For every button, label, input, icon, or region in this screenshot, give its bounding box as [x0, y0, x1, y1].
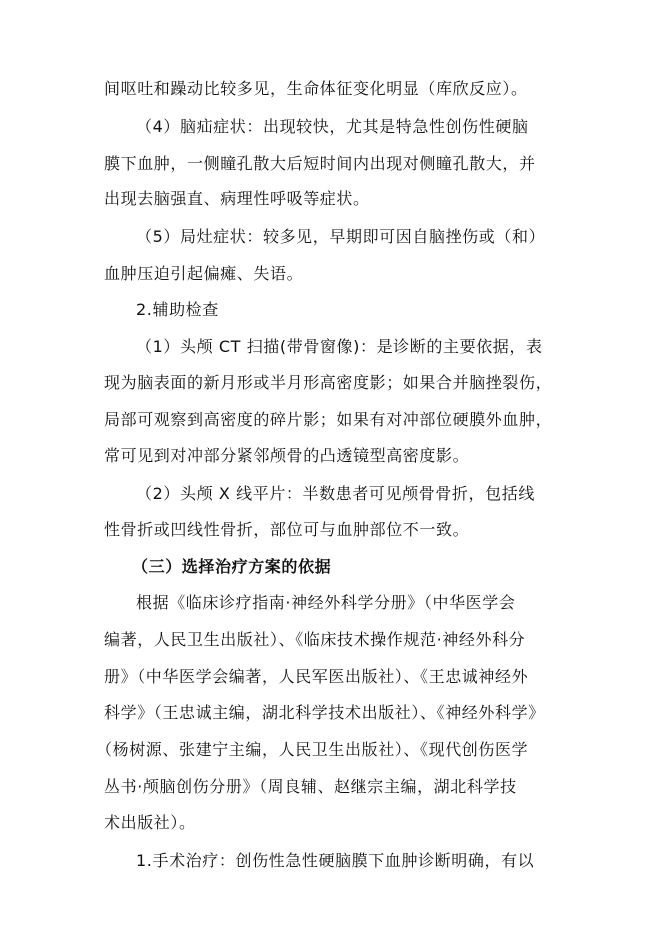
text-line-6: 血肿压迫引起偏瘫、失语。	[104, 264, 304, 283]
text-line-18: 科学》（王忠诚主编，湖北科学技术出版社）、《神经外科学》	[104, 703, 545, 722]
text-line-20: 丛书·颅脑创伤分册》（周良辅、赵继宗主编，湖北科学技	[104, 777, 517, 796]
text-line-8: （1）头颅 CT 扫描(带骨窗像)：是诊断的主要依据，表	[136, 337, 543, 356]
section-heading-auxiliary-exam: 2.辅助检查	[136, 300, 219, 319]
text-line-11: 常可见到对冲部分紧邻颅骨的凸透镜型高密度影。	[104, 446, 470, 465]
text-line-3: 膜下血肿，一侧瞳孔散大后短时间内出现对侧瞳孔散大，并	[104, 154, 536, 173]
text-line-5: （5）局灶症状：较多见，早期即可因自脑挫伤或（和）	[136, 227, 546, 246]
text-line-22: 1.手术治疗：创伤性急性硬脑膜下血肿诊断明确，有以	[136, 851, 535, 870]
text-line-16: 编著，人民卫生出版社）、《临床技术操作规范·神经外科分	[104, 630, 526, 649]
text-line-17: 册》（中华医学会编著，人民军医出版社）、《王忠诚神经外	[104, 667, 529, 686]
text-line-10: 局部可观察到高密度的碎片影；如果有对冲部位硬膜外血肿，	[104, 410, 553, 429]
text-line-15: 根据《临床诊疗指南·神经外科学分册》（中华医学会	[136, 593, 516, 612]
text-line-1: 间呕吐和躁动比较多见，生命体征变化明显（库欣反应）。	[104, 79, 528, 98]
text-line-2: （4）脑疝症状：出现较快，尤其是特急性创伤性硬脑	[136, 117, 529, 136]
text-line-19: （杨树源、张建宁主编，人民卫生出版社）、《现代创伤医学	[96, 740, 529, 759]
text-line-21: 术出版社）。	[104, 813, 196, 832]
text-line-13: 性骨折或凹线性骨折，部位可与血肿部位不一致。	[104, 520, 470, 539]
section-heading-treatment-basis: （三）选择治疗方案的依据	[132, 557, 332, 576]
text-line-12: （2）头颅 X 线平片：半数患者可见颅骨骨折，包括线	[136, 484, 535, 503]
text-line-4: 出现去脑强直、病理性呼吸等症状。	[104, 189, 370, 208]
text-line-9: 现为脑表面的新月形或半月形高密度影；如果合并脑挫裂伤，	[104, 373, 553, 392]
